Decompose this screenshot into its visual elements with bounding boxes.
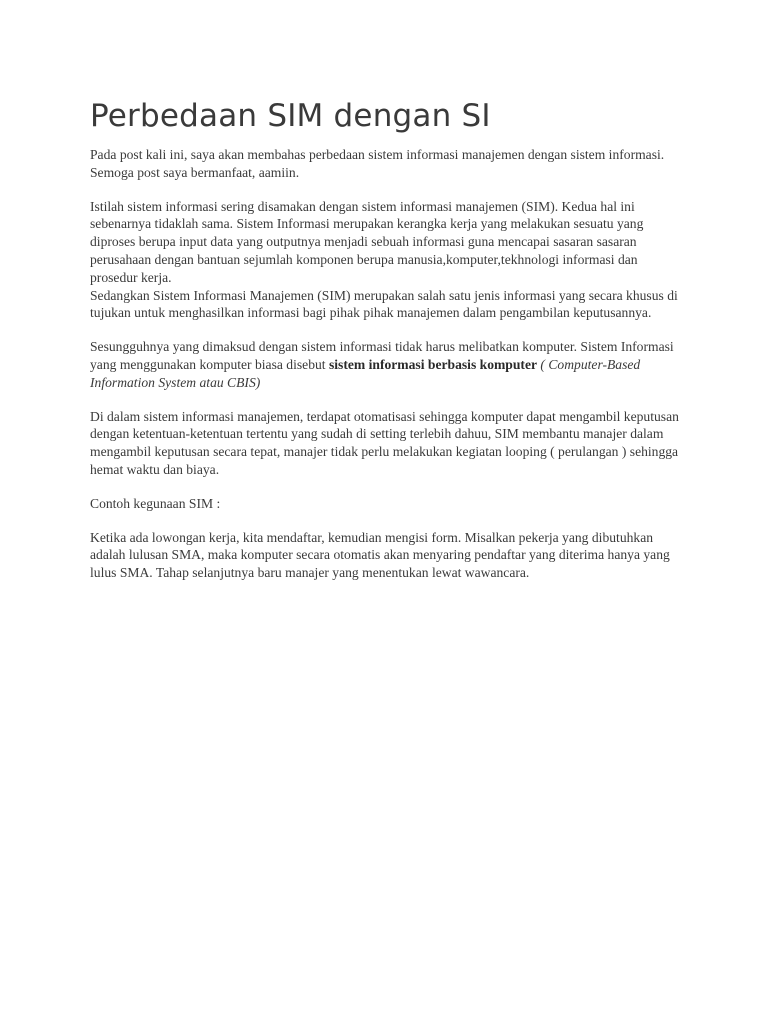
- paragraph-example-heading: Contoh kegunaan SIM :: [90, 495, 221, 511]
- paragraph-intro: Pada post kali ini, saya akan membahas perbedaan sistem informasi manajemen dengan sistem informasi. Semoga post saya bermanfaat, aamiin.: [90, 147, 665, 180]
- paragraph-cbis: [90, 338, 685, 391]
- paragraph-example: Ketika ada lowongan kerja, kita mendaftar, kemudian mengisi form. Misalkan pekerja yang dibutuhkan adalah lulusan SMA, maka komputer secara otomatis akan menyaring pendaftar yang diterima hanya yang lulus SMA. Tahap selanjutnya baru manajer yang menentukan lewat wawancara.: [90, 529, 670, 581]
- paragraph-sim-definition: Sedangkan Sistem Informasi Manajemen (SIM) merupakan salah satu jenis informasi yang secara khusus di tujukan untuk menghasilkan informasi bagi pihak pihak manajemen dalam pengambilan keputusannya.: [90, 287, 678, 321]
- paragraph-si-definition: Istilah sistem informasi sering disamakan dengan sistem informasi manajemen (SIM). Kedua hal ini sebenarnya tidaklah sama. Sistem Informasi merupakan kerangka kerja yang melakukan sesuatu yang diproses berupa input data yang outputnya menjadi sebuah informasi guna mencapai sasaran sasaran perusahaan dengan bantuan sejumlah komponen berupa manusia,komputer,tekhnologi informasi dan prosedur kerja.: [90, 198, 644, 285]
- document-title: Perbedaan SIM dengan SI: [90, 98, 491, 134]
- document-page: [90, 96, 685, 582]
- cbis-text: Sesungguhnya yang dimaksud dengan sistem informasi tidak harus melibatkan komputer. Sistem Informasi yang menggunakan komputer biasa disebut: [90, 339, 674, 372]
- cbis-bold-term: sistem informasi berbasis komputer: [328, 356, 538, 372]
- cbis-italic-term: ( Computer-Based Information System atau CBIS): [90, 356, 641, 390]
- paragraph-automation: Di dalam sistem informasi manajemen, terdapat otomatisasi sehingga komputer dapat mengambil keputusan dengan ketentuan-ketentuan tertentu yang sudah di setting terlebih dahuu, SIM membantu manajer dalam mengambil keputusan secara tepat, manajer tidak perlu melakukan kegiatan looping ( perulangan ) sehingga hemat waktu dan biaya.: [90, 408, 679, 477]
